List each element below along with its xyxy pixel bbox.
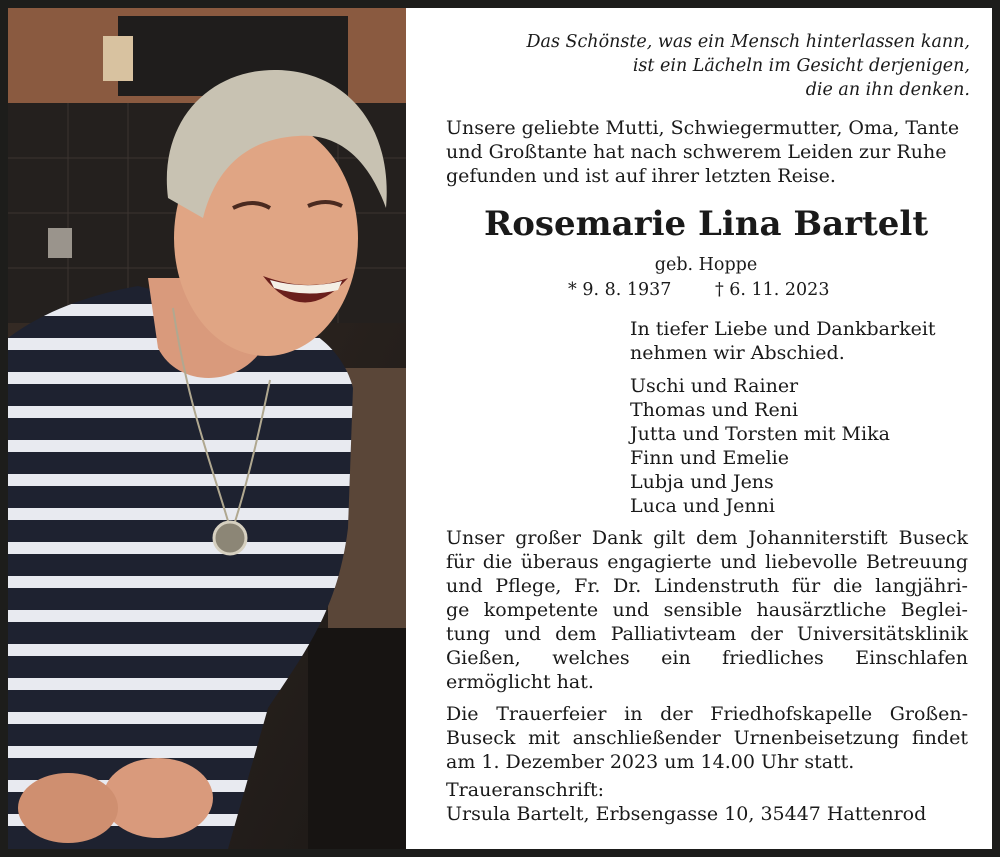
life-dates (568, 280, 829, 300)
deceased-name: Rosemarie Lina Bartelt (483, 204, 929, 244)
word: für (446, 551, 475, 573)
word: Buseck (446, 727, 516, 749)
word: ge (446, 599, 470, 621)
word: findet (912, 727, 968, 749)
word: und (504, 623, 542, 645)
word: engagierte (607, 551, 712, 573)
word: Pflege, (495, 575, 562, 597)
mourner-entry: Lubja und Jens (630, 471, 774, 493)
quote-line: Das Schönste, was ein Mensch hinterlassen kann, (526, 32, 970, 52)
funeral-line (446, 702, 968, 726)
word: der (660, 703, 693, 725)
word: die (482, 551, 513, 573)
word: Palliativteam (610, 623, 737, 645)
intro-line: Unsere geliebte Mutti, Schwiegermutter, Oma, Tante (446, 117, 960, 139)
word: tung (446, 623, 491, 645)
funeral-line (446, 726, 968, 750)
intro-paragraph (446, 116, 976, 188)
intro-line: und Großtante hat nach schwerem Leiden zur Ruhe (446, 141, 947, 163)
word: Fr. (574, 575, 601, 597)
word: die (832, 575, 863, 597)
word: liebevolle (765, 551, 858, 573)
word: hausärztliche (756, 599, 887, 621)
thanks-paragraph (446, 526, 968, 694)
word: und (720, 551, 757, 573)
farewell-line: nehmen wir Abschied. (630, 342, 845, 364)
farewell-text (630, 317, 936, 365)
funeral-paragraph (446, 702, 968, 774)
thanks-line (446, 646, 968, 670)
word: anschließender (572, 727, 721, 749)
mourner-entry: Thomas und Reni (630, 399, 799, 421)
word: und (612, 599, 650, 621)
mourner-entry: Finn und Emelie (630, 447, 789, 469)
funeral-line: am 1. Dezember 2023 um 14.00 Uhr statt. (446, 751, 855, 773)
portrait-photo (8, 8, 406, 849)
quote-line: ist ein Lächeln im Gesicht derjenigen, (632, 56, 970, 76)
word: friedliches (722, 647, 824, 669)
word: gilt (653, 527, 686, 549)
word: Friedhofskapelle (710, 703, 873, 725)
thanks-line (446, 622, 968, 646)
word: und (446, 575, 483, 597)
word: Beglei- (900, 599, 968, 621)
word: Dr. (613, 575, 642, 597)
text-panel (406, 8, 992, 849)
word: Die (446, 703, 479, 725)
word: langjähri- (875, 575, 968, 597)
thanks-line: ermöglicht hat. (446, 671, 594, 693)
word: Einschlafen (855, 647, 968, 669)
intro-line: gefunden und ist auf ihrer letzten Reise. (446, 165, 836, 187)
word: Universitätsklinik (796, 623, 968, 645)
word: Buseck (898, 527, 968, 549)
word: Unser (446, 527, 505, 549)
word: sensible (663, 599, 743, 621)
mourning-address (446, 778, 926, 826)
mourner-entry: Luca und Jenni (630, 495, 775, 517)
birth-name: geb. Hoppe (654, 255, 758, 275)
word: großer (515, 527, 581, 549)
word: Gießen, (446, 647, 521, 669)
mourner-entry: Uschi und Rainer (630, 375, 799, 397)
mourner-entry: Jutta und Torsten mit Mika (630, 423, 890, 445)
birth-date: * 9. 8. 1937 (568, 280, 672, 300)
word: der (750, 623, 783, 645)
mourners-list (630, 374, 890, 518)
word: welches (552, 647, 630, 669)
address-label: Traueranschrift: (446, 779, 605, 801)
word: Johanniterstift (748, 527, 888, 549)
word: Trauerfeier (496, 703, 607, 725)
word: Großen- (889, 703, 968, 725)
thanks-line (446, 574, 968, 598)
word: überaus (520, 551, 599, 573)
portrait-illustration (8, 8, 406, 849)
address-value: Ursula Bartelt, Erbsengasse 10, 35447 Hattenrod (446, 803, 927, 825)
epigraph-quote (450, 30, 970, 102)
word: ein (661, 647, 691, 669)
word: Lindenstruth (654, 575, 780, 597)
word: in (624, 703, 643, 725)
word: Dank (591, 527, 643, 549)
thanks-line (446, 550, 968, 574)
thanks-line (446, 526, 968, 550)
word: dem (555, 623, 597, 645)
word: Betreuung (865, 551, 968, 573)
word: für (791, 575, 821, 597)
word: kompetente (483, 599, 599, 621)
word: Urnenbeisetzung (733, 727, 900, 749)
thanks-line (446, 598, 968, 622)
word: mit (528, 727, 560, 749)
farewell-line: In tiefer Liebe und Dankbarkeit (630, 318, 936, 340)
death-date: † 6. 11. 2023 (714, 280, 830, 300)
quote-line: die an ihn denken. (805, 80, 970, 100)
word: dem (696, 527, 738, 549)
